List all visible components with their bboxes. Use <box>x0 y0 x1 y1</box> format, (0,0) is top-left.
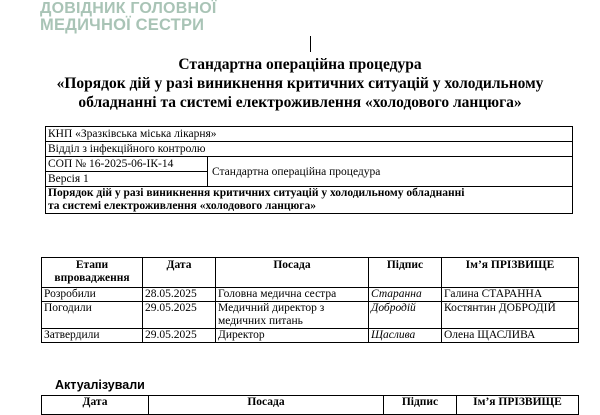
logo-line1-bold: ДОВІДНИК <box>40 0 126 17</box>
logo-line2: МЕДИЧНОЇ СЕСТРИ <box>40 16 205 34</box>
updates-header-name: Ім’я ПРІЗВИЩЕ <box>457 396 579 415</box>
row-position: Головна медична сестра <box>216 288 369 302</box>
row-date: 29.05.2025 <box>143 302 216 329</box>
stages-header-position: Посада <box>216 258 369 288</box>
row-signature: Щаслива <box>369 329 442 343</box>
row-date: 29.05.2025 <box>143 329 216 343</box>
title-line1: Стандартна операційна процедура <box>178 56 422 73</box>
stages-header-date: Дата <box>143 258 216 288</box>
updates-header-signature: Підпис <box>384 396 457 415</box>
table-row <box>42 288 579 302</box>
text-cursor <box>310 36 311 52</box>
document-title <box>20 55 580 112</box>
row-stage: Затвердили <box>42 329 143 343</box>
info-version: Версія 1 <box>46 172 208 187</box>
row-signature: Старанна <box>369 288 442 302</box>
updates-header-date: Дата <box>42 396 149 415</box>
stages-header-stage: Етапи впровадження <box>42 258 143 288</box>
info-subject-line1: Порядок дій у разі виникнення критичних ситуацій у холодильному обладнанні <box>48 187 465 199</box>
row-date: 28.05.2025 <box>143 288 216 302</box>
info-table <box>45 126 573 214</box>
info-doc-type: Стандартна операційна процедура <box>208 157 573 187</box>
row-position: Медичний директор з медичних питань <box>216 302 369 329</box>
row-name: Галина СТАРАННА <box>442 288 579 302</box>
title-line2: «Порядок дій у разі виникнення критичних ситуацій у холодильному <box>56 75 544 92</box>
row-stage: Розробили <box>42 288 143 302</box>
info-org: КНП «Зразківська міська лікарня» <box>46 127 573 142</box>
row-position: Директор <box>216 329 369 343</box>
info-dept: Відділ з інфекційного контролю <box>46 142 573 157</box>
row-name: Олена ЩАСЛИВА <box>442 329 579 343</box>
row-stage: Погодили <box>42 302 143 329</box>
row-signature: Добродій <box>369 302 442 329</box>
stages-header-signature: Підпис <box>369 258 442 288</box>
logo <box>40 0 216 34</box>
info-code: СОП № 16-2025-06-ІК-14 <box>46 157 208 172</box>
updates-header-position: Посада <box>149 396 384 415</box>
stages-table <box>41 257 579 343</box>
updates-table <box>41 395 579 415</box>
title-line3: обладнанні та системі електроживлення «холодового ланцюга» <box>78 94 522 111</box>
updates-label: Актуалізували <box>55 378 145 392</box>
table-row <box>42 302 579 329</box>
table-row <box>42 329 579 343</box>
stages-header-name: Ім’я ПРІЗВИЩЕ <box>442 258 579 288</box>
info-subject <box>46 187 573 214</box>
info-subject-line2: та системі електроживлення «холодового ланцюга» <box>48 200 316 212</box>
logo-line1-rest: ГОЛОВНОЇ <box>130 0 217 17</box>
row-name: Костянтин ДОБРОДІЙ <box>442 302 579 329</box>
